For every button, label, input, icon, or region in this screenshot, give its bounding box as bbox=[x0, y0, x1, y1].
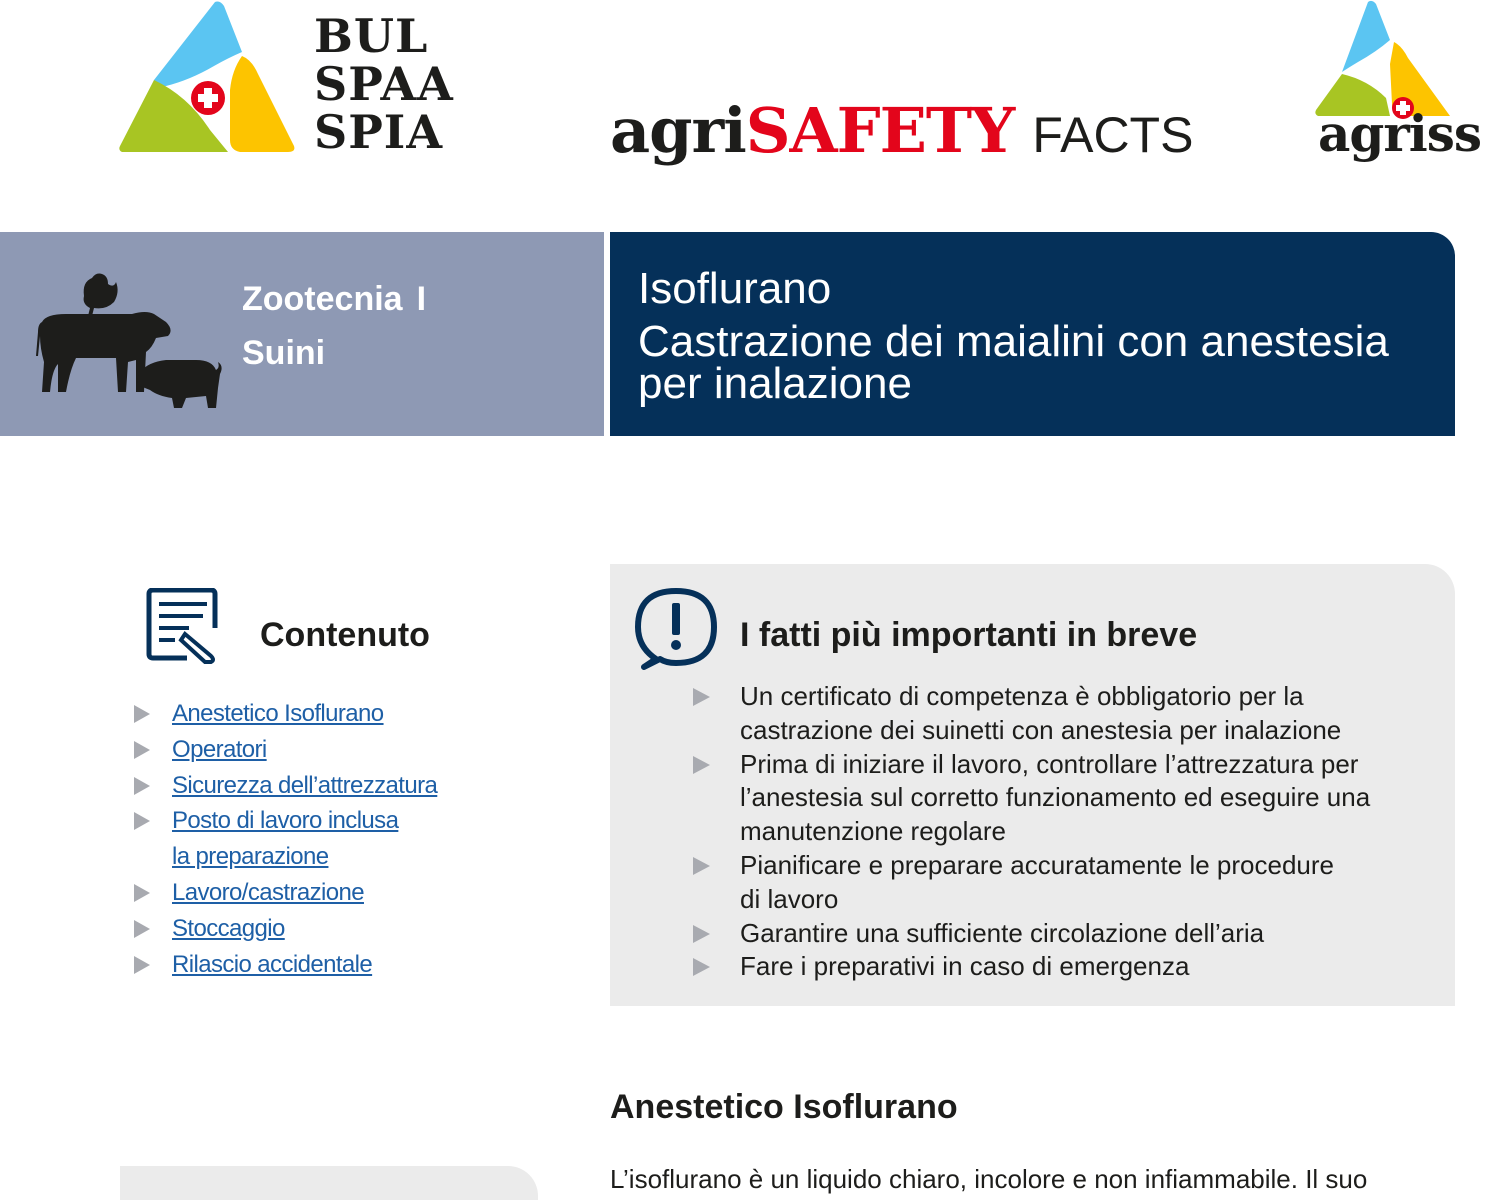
toc-item bbox=[134, 732, 437, 768]
agrisafety-facts-wordmark bbox=[610, 94, 1193, 167]
page-title-line: per inalazione bbox=[638, 359, 912, 408]
toc-item bbox=[134, 875, 437, 911]
key-fact-item bbox=[693, 680, 1433, 748]
key-fact-item bbox=[693, 748, 1433, 849]
livestock-icon bbox=[36, 252, 226, 422]
exclamation-speech-bubble-icon bbox=[634, 587, 718, 671]
bullet-arrow-icon bbox=[134, 741, 150, 759]
agriss-logo bbox=[1310, 0, 1481, 170]
bullet-arrow-icon bbox=[693, 688, 710, 706]
key-fact-item bbox=[693, 917, 1433, 951]
sidebar-box bbox=[120, 1166, 538, 1200]
bullet-arrow-icon bbox=[134, 884, 150, 902]
body-paragraph: L’isoflurano è un liquido chiaro, incolore e non infiammabile. Il suo bbox=[610, 1164, 1368, 1194]
agriss-wordmark: agriss bbox=[1318, 104, 1481, 163]
key-fact-line: castrazione dei suinetti con anestesia per inalazione bbox=[740, 714, 1342, 745]
page-title-substance: Isoflurano bbox=[638, 264, 832, 313]
agriss-triangles-icon bbox=[1310, 0, 1460, 120]
section-heading: Anestetico Isoflurano bbox=[610, 1088, 958, 1126]
key-fact-line: Un certificato di competenza è obbligatorio per la bbox=[740, 681, 1304, 711]
toc-link-sicurezza-attrezzatura[interactable]: Sicurezza dell’attrezzatura bbox=[172, 771, 438, 799]
key-fact-line: l’anestesia sul corretto funzionamento ed eseguire una bbox=[740, 782, 1371, 813]
bullet-arrow-icon bbox=[134, 920, 150, 938]
key-facts-list bbox=[693, 680, 1433, 984]
contents-heading: Contenuto bbox=[260, 616, 430, 654]
brand-facts: FACTS bbox=[1032, 107, 1194, 163]
bullet-arrow-icon bbox=[134, 812, 150, 830]
bullet-arrow-icon bbox=[693, 857, 710, 875]
brand-safety: SAFETY bbox=[745, 94, 1015, 167]
bullet-arrow-icon bbox=[134, 956, 150, 974]
key-fact-item bbox=[693, 849, 1433, 917]
toc-link-lavoro-castrazione[interactable]: Lavoro/castrazione bbox=[172, 878, 364, 906]
category-zootecnia: Zootecnia bbox=[242, 280, 403, 318]
toc-link-anestetico-isoflurano[interactable]: Anestetico Isoflurano bbox=[172, 700, 384, 727]
page-title-line: Castrazione dei maialini con anestesia bbox=[638, 317, 1389, 366]
brand-agri: agri bbox=[610, 94, 746, 167]
toc-item bbox=[134, 911, 437, 947]
toc-item bbox=[134, 768, 437, 804]
table-of-contents bbox=[134, 696, 437, 982]
key-fact-line: manutenzione regolare bbox=[740, 816, 1006, 847]
bullet-arrow-icon bbox=[134, 705, 150, 723]
key-fact-line: Prima di iniziare il lavoro, controllare l’attrezzatura per bbox=[740, 748, 1359, 779]
category-label bbox=[242, 272, 426, 380]
toc-link-posto-di-lavoro[interactable]: Posto di lavoro inclusa bbox=[172, 807, 399, 835]
bul-logo-line: SPIA bbox=[314, 105, 444, 159]
key-fact-line: di lavoro bbox=[740, 883, 839, 914]
category-separator: I bbox=[416, 280, 427, 318]
bul-logo-line: SPAA bbox=[314, 57, 454, 111]
bullet-arrow-icon bbox=[134, 777, 150, 795]
bullet-arrow-icon bbox=[693, 958, 710, 976]
category-suini: Suini bbox=[242, 334, 326, 372]
bullet-arrow-icon bbox=[693, 925, 710, 943]
toc-link-preparazione[interactable]: la preparazione bbox=[172, 843, 329, 871]
key-facts-heading: I fatti più importanti in breve bbox=[740, 616, 1198, 654]
key-fact-line: Pianificare e preparare accuratamente le procedure bbox=[740, 849, 1335, 880]
document-edit-icon bbox=[145, 588, 221, 664]
toc-item bbox=[134, 696, 437, 732]
toc-link-operatori[interactable]: Operatori bbox=[172, 735, 267, 763]
bullet-arrow-icon bbox=[693, 756, 710, 774]
toc-item bbox=[134, 803, 437, 875]
key-fact-item bbox=[693, 950, 1433, 984]
toc-item bbox=[134, 947, 437, 983]
bul-spaa-spia-logo bbox=[118, 0, 454, 160]
key-fact-line: Garantire una sufficiente circolazione dell’aria bbox=[740, 917, 1265, 948]
toc-link-stoccaggio[interactable]: Stoccaggio bbox=[172, 914, 285, 942]
toc-link-rilascio-accidentale[interactable]: Rilascio accidentale bbox=[172, 950, 373, 978]
bul-logo-line: BUL bbox=[314, 9, 429, 63]
bul-triangles-icon bbox=[118, 0, 308, 160]
key-fact-line: Fare i preparativi in caso di emergenza bbox=[740, 951, 1190, 982]
